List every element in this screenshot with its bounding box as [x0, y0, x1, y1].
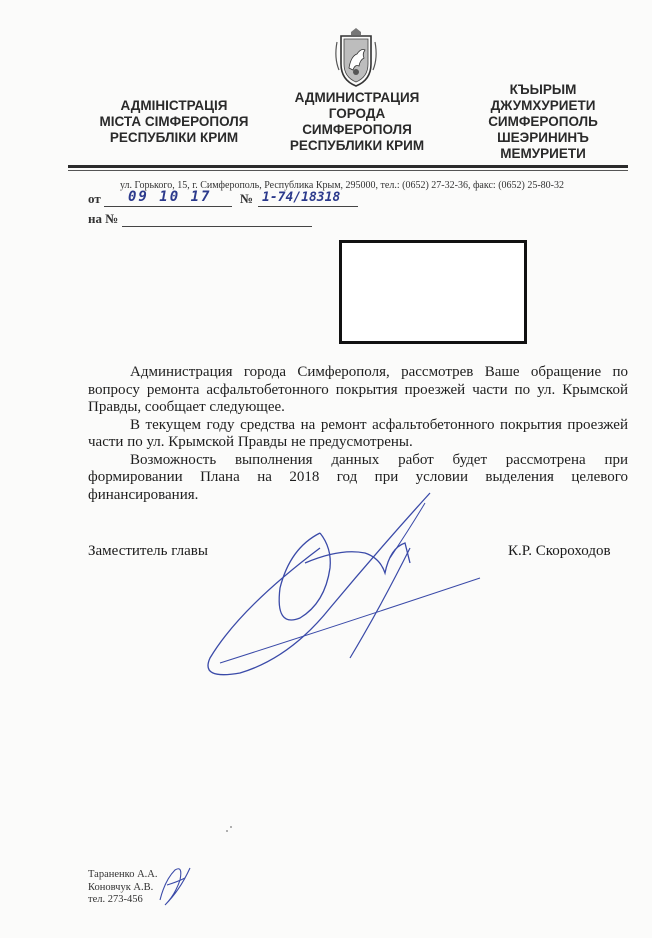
date-handwritten: 09 10 17 [128, 189, 212, 205]
executor-line: Тараненко А.А. [88, 869, 158, 880]
redacted-addressee-box [339, 240, 527, 344]
coat-of-arms-emblem [331, 28, 381, 88]
header-center-line: СИМФЕРОПОЛЯ [302, 122, 412, 137]
header-right-line: МЕМУРИЕТИ [500, 146, 586, 161]
header-center-line: РЕСПУБЛИКИ КРИМ [289, 138, 425, 153]
scan-speck [226, 830, 228, 832]
address-line: ул. Горького, 15, г. Симферополь, Республика Крым, 295000, тел.: (0652) 27-32-36, факс: (0652) 25-80-32 [120, 180, 565, 191]
header-divider-thin [68, 170, 628, 171]
header-center-line: ГОРОДА [328, 106, 386, 121]
header-right-crimean-tatar [458, 82, 628, 162]
header-divider-thick [68, 165, 628, 168]
letter-body [88, 364, 628, 504]
executor-line: Коновчук А.В. [88, 881, 154, 893]
header-right-line: ШЕЭРИНИНЪ [497, 130, 589, 145]
header-center-line: АДМИНИСТРАЦИЯ [294, 90, 420, 105]
number-handwritten: 1-74/18318 [262, 190, 341, 205]
number-label: № [240, 191, 254, 206]
number-underline [258, 206, 358, 207]
to-underline [122, 226, 312, 227]
handwritten-initials [155, 860, 195, 910]
executor-block [88, 869, 157, 907]
date-underline [104, 206, 232, 207]
header-left-line: АДМІНІСТРАЦІЯ [120, 98, 228, 113]
scan-speck [230, 826, 232, 828]
header-center-russian [262, 90, 452, 154]
body-paragraph: Администрация города Симферополя, рассмотрев Ваше обращение по вопросу ремонта асфальтобетонного покрытия проезжей части по ул. Крымской Правды, сообщает следующее. [88, 364, 628, 415]
to-label: на № [88, 211, 119, 226]
from-label: от [88, 191, 101, 206]
handwritten-signature [180, 488, 520, 688]
header-left-line: МІСТА СІМФЕРОПОЛЯ [99, 114, 249, 129]
body-paragraph: В текущем году средства на ремонт асфальтобетонного покрытия проезжей части по ул. Крымской Правды не предусмотрены. [88, 416, 628, 450]
signatory-role: Заместитель главы [88, 543, 208, 559]
header-right-line: ДЖУМХУРИЕТИ [490, 98, 596, 113]
header-right-line: КЪЫРЫМ [509, 82, 577, 97]
header-left-line: РЕСПУБЛІКИ КРИМ [109, 130, 239, 145]
header-right-line: СИМФЕРОПОЛЬ [488, 114, 598, 129]
body-paragraph: Возможность выполнения данных работ будет рассмотрена при формировании Плана на 2018 год при условии выделения целевого финансирования. [88, 451, 628, 503]
signatory-name: К.Р. Скороходов [508, 543, 611, 559]
header-left-ukrainian [76, 98, 272, 146]
executor-line: тел. 273-456 [88, 894, 143, 905]
